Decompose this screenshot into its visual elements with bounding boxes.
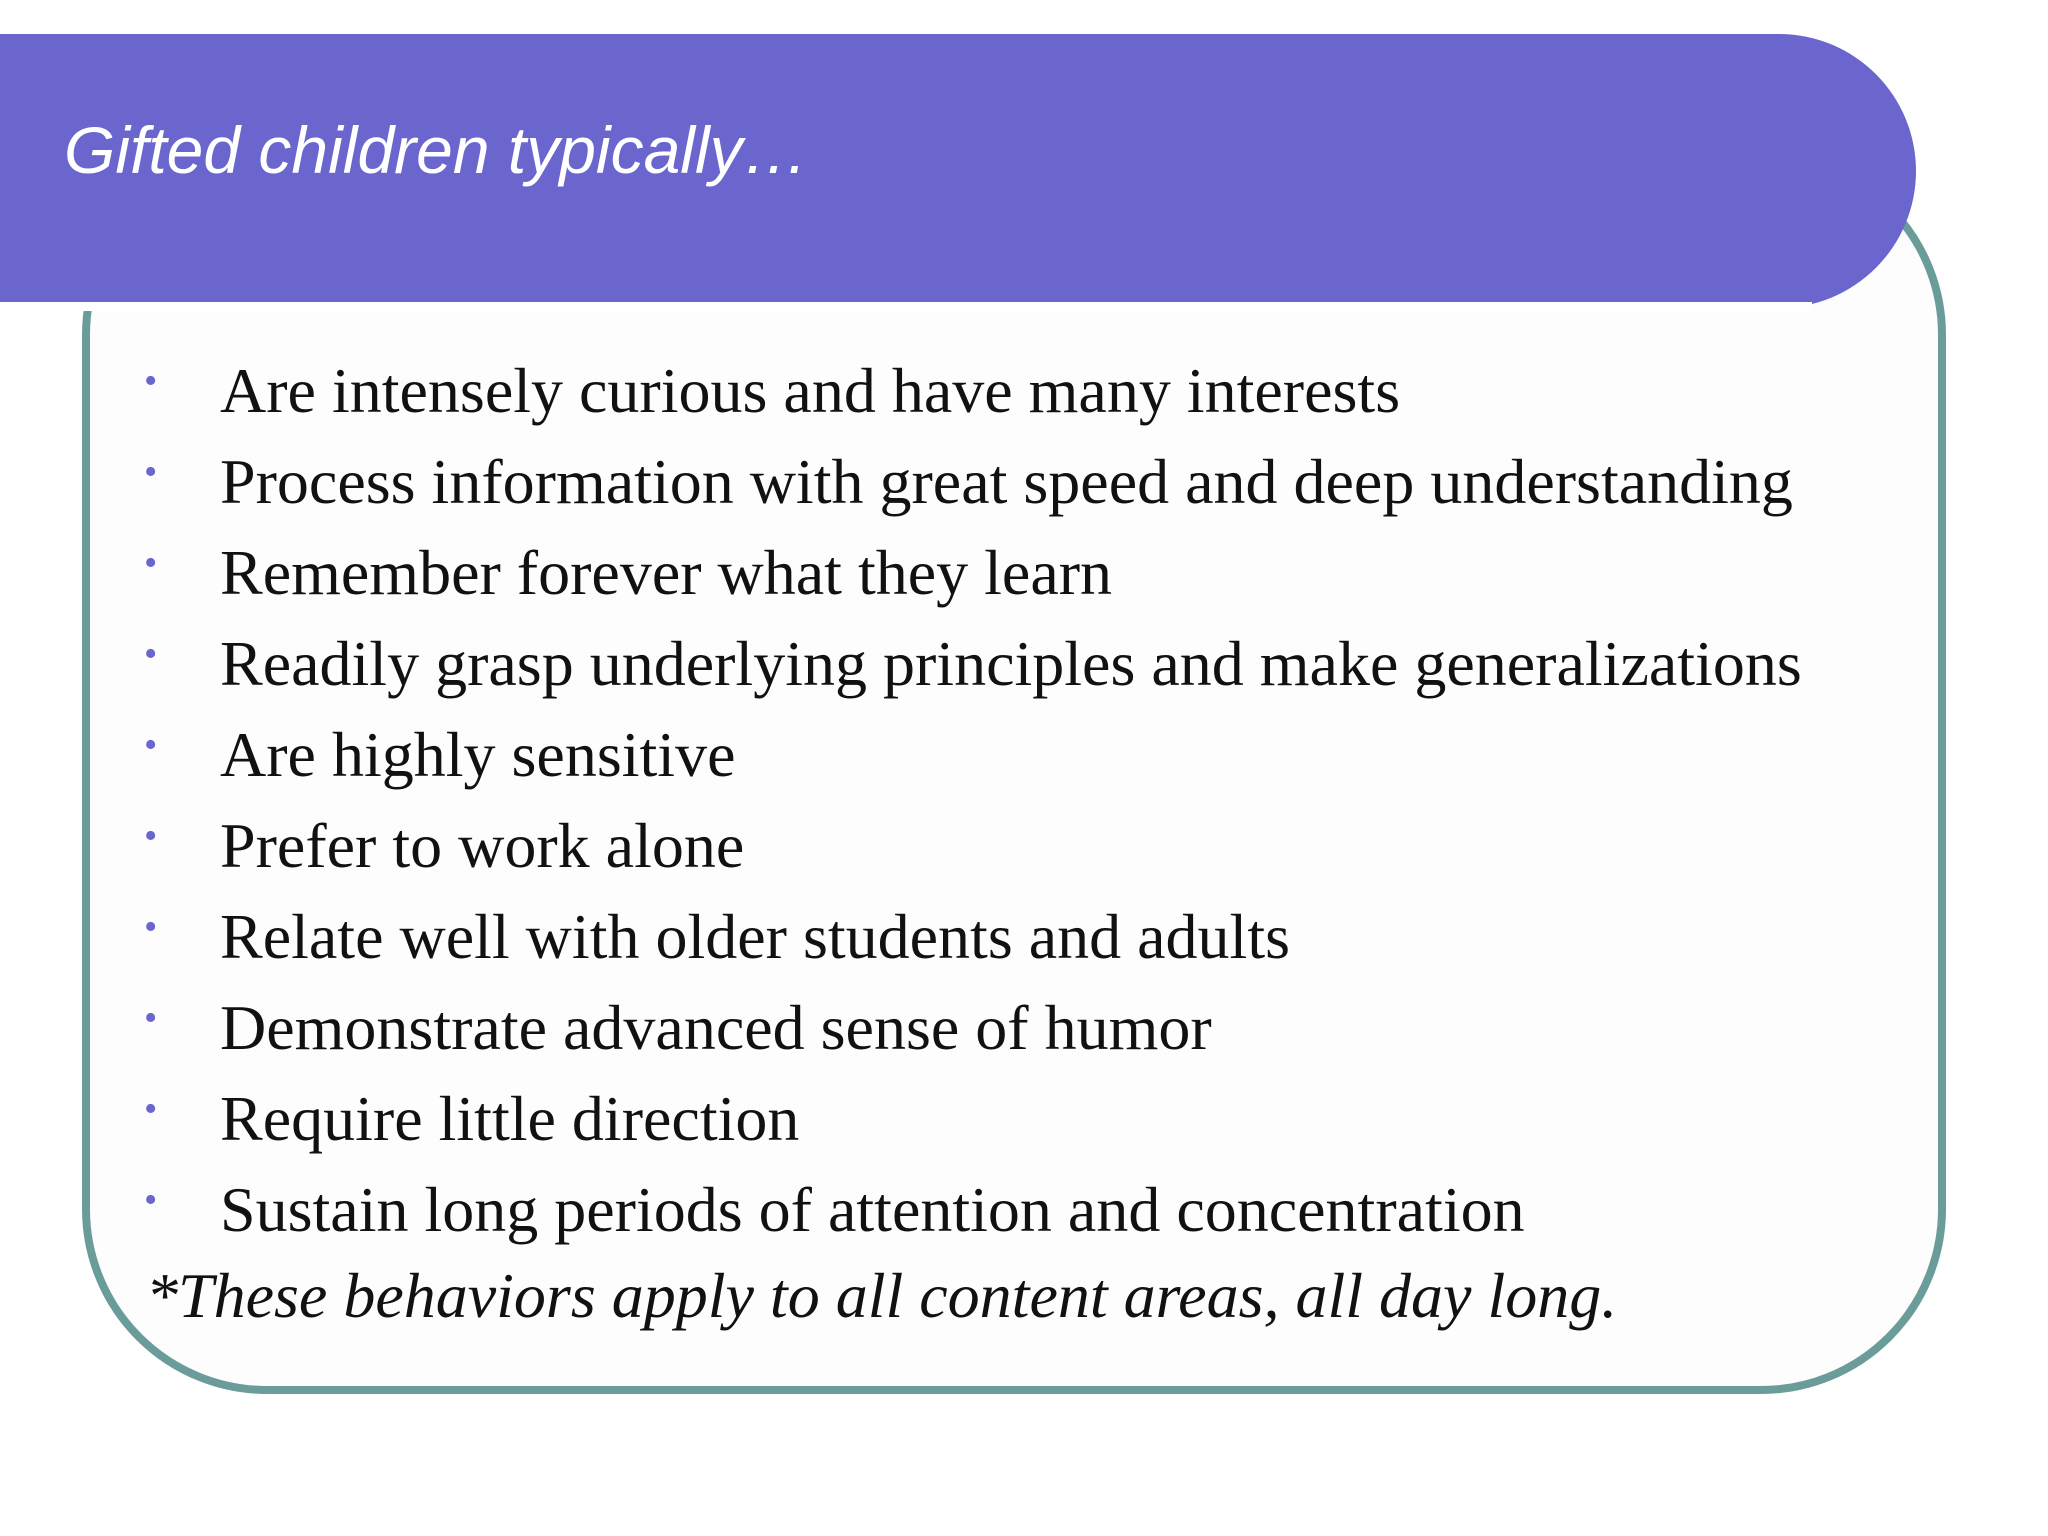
bullet-text: Prefer to work alone xyxy=(220,810,745,881)
bullet-item xyxy=(140,444,1802,535)
bullet-icon: • xyxy=(144,1179,158,1221)
bullet-item xyxy=(140,808,1802,899)
bullet-text: Readily grasp underlying principles and make generalizations xyxy=(220,628,1802,699)
bullet-item xyxy=(140,626,1802,717)
bullet-icon: • xyxy=(144,815,158,857)
footnote: *These behaviors apply to all content areas, all day long. xyxy=(146,1260,1618,1331)
bullet-icon: • xyxy=(144,906,158,948)
bullet-item xyxy=(140,899,1802,990)
bullet-text: Relate well with older students and adults xyxy=(220,901,1290,972)
bullet-item xyxy=(140,1081,1802,1172)
bullet-text: Are highly sensitive xyxy=(220,719,736,790)
bullet-item xyxy=(140,990,1802,1081)
bullet-text: Process information with great speed and deep understanding xyxy=(220,446,1793,517)
bullet-text: Are intensely curious and have many interests xyxy=(220,355,1401,426)
bullet-text: Remember forever what they learn xyxy=(220,537,1113,608)
bullet-item xyxy=(140,1172,1802,1263)
bullet-icon: • xyxy=(144,1088,158,1130)
bullet-icon: • xyxy=(144,542,158,584)
bullet-icon: • xyxy=(144,997,158,1039)
bullet-text: Sustain long periods of attention and concentration xyxy=(220,1174,1525,1245)
slide-title: Gifted children typically… xyxy=(64,113,809,187)
bullet-text: Require little direction xyxy=(220,1083,800,1154)
bullet-icon: • xyxy=(144,451,158,493)
bullet-item xyxy=(140,535,1802,626)
title-underline xyxy=(0,302,1812,311)
bullet-icon: • xyxy=(144,360,158,402)
bullet-icon: • xyxy=(144,633,158,675)
bullet-icon: • xyxy=(144,724,158,766)
bullet-item xyxy=(140,717,1802,808)
bullet-item xyxy=(140,353,1802,444)
bullet-text: Demonstrate advanced sense of humor xyxy=(220,992,1212,1063)
bullet-list xyxy=(140,353,1802,1263)
